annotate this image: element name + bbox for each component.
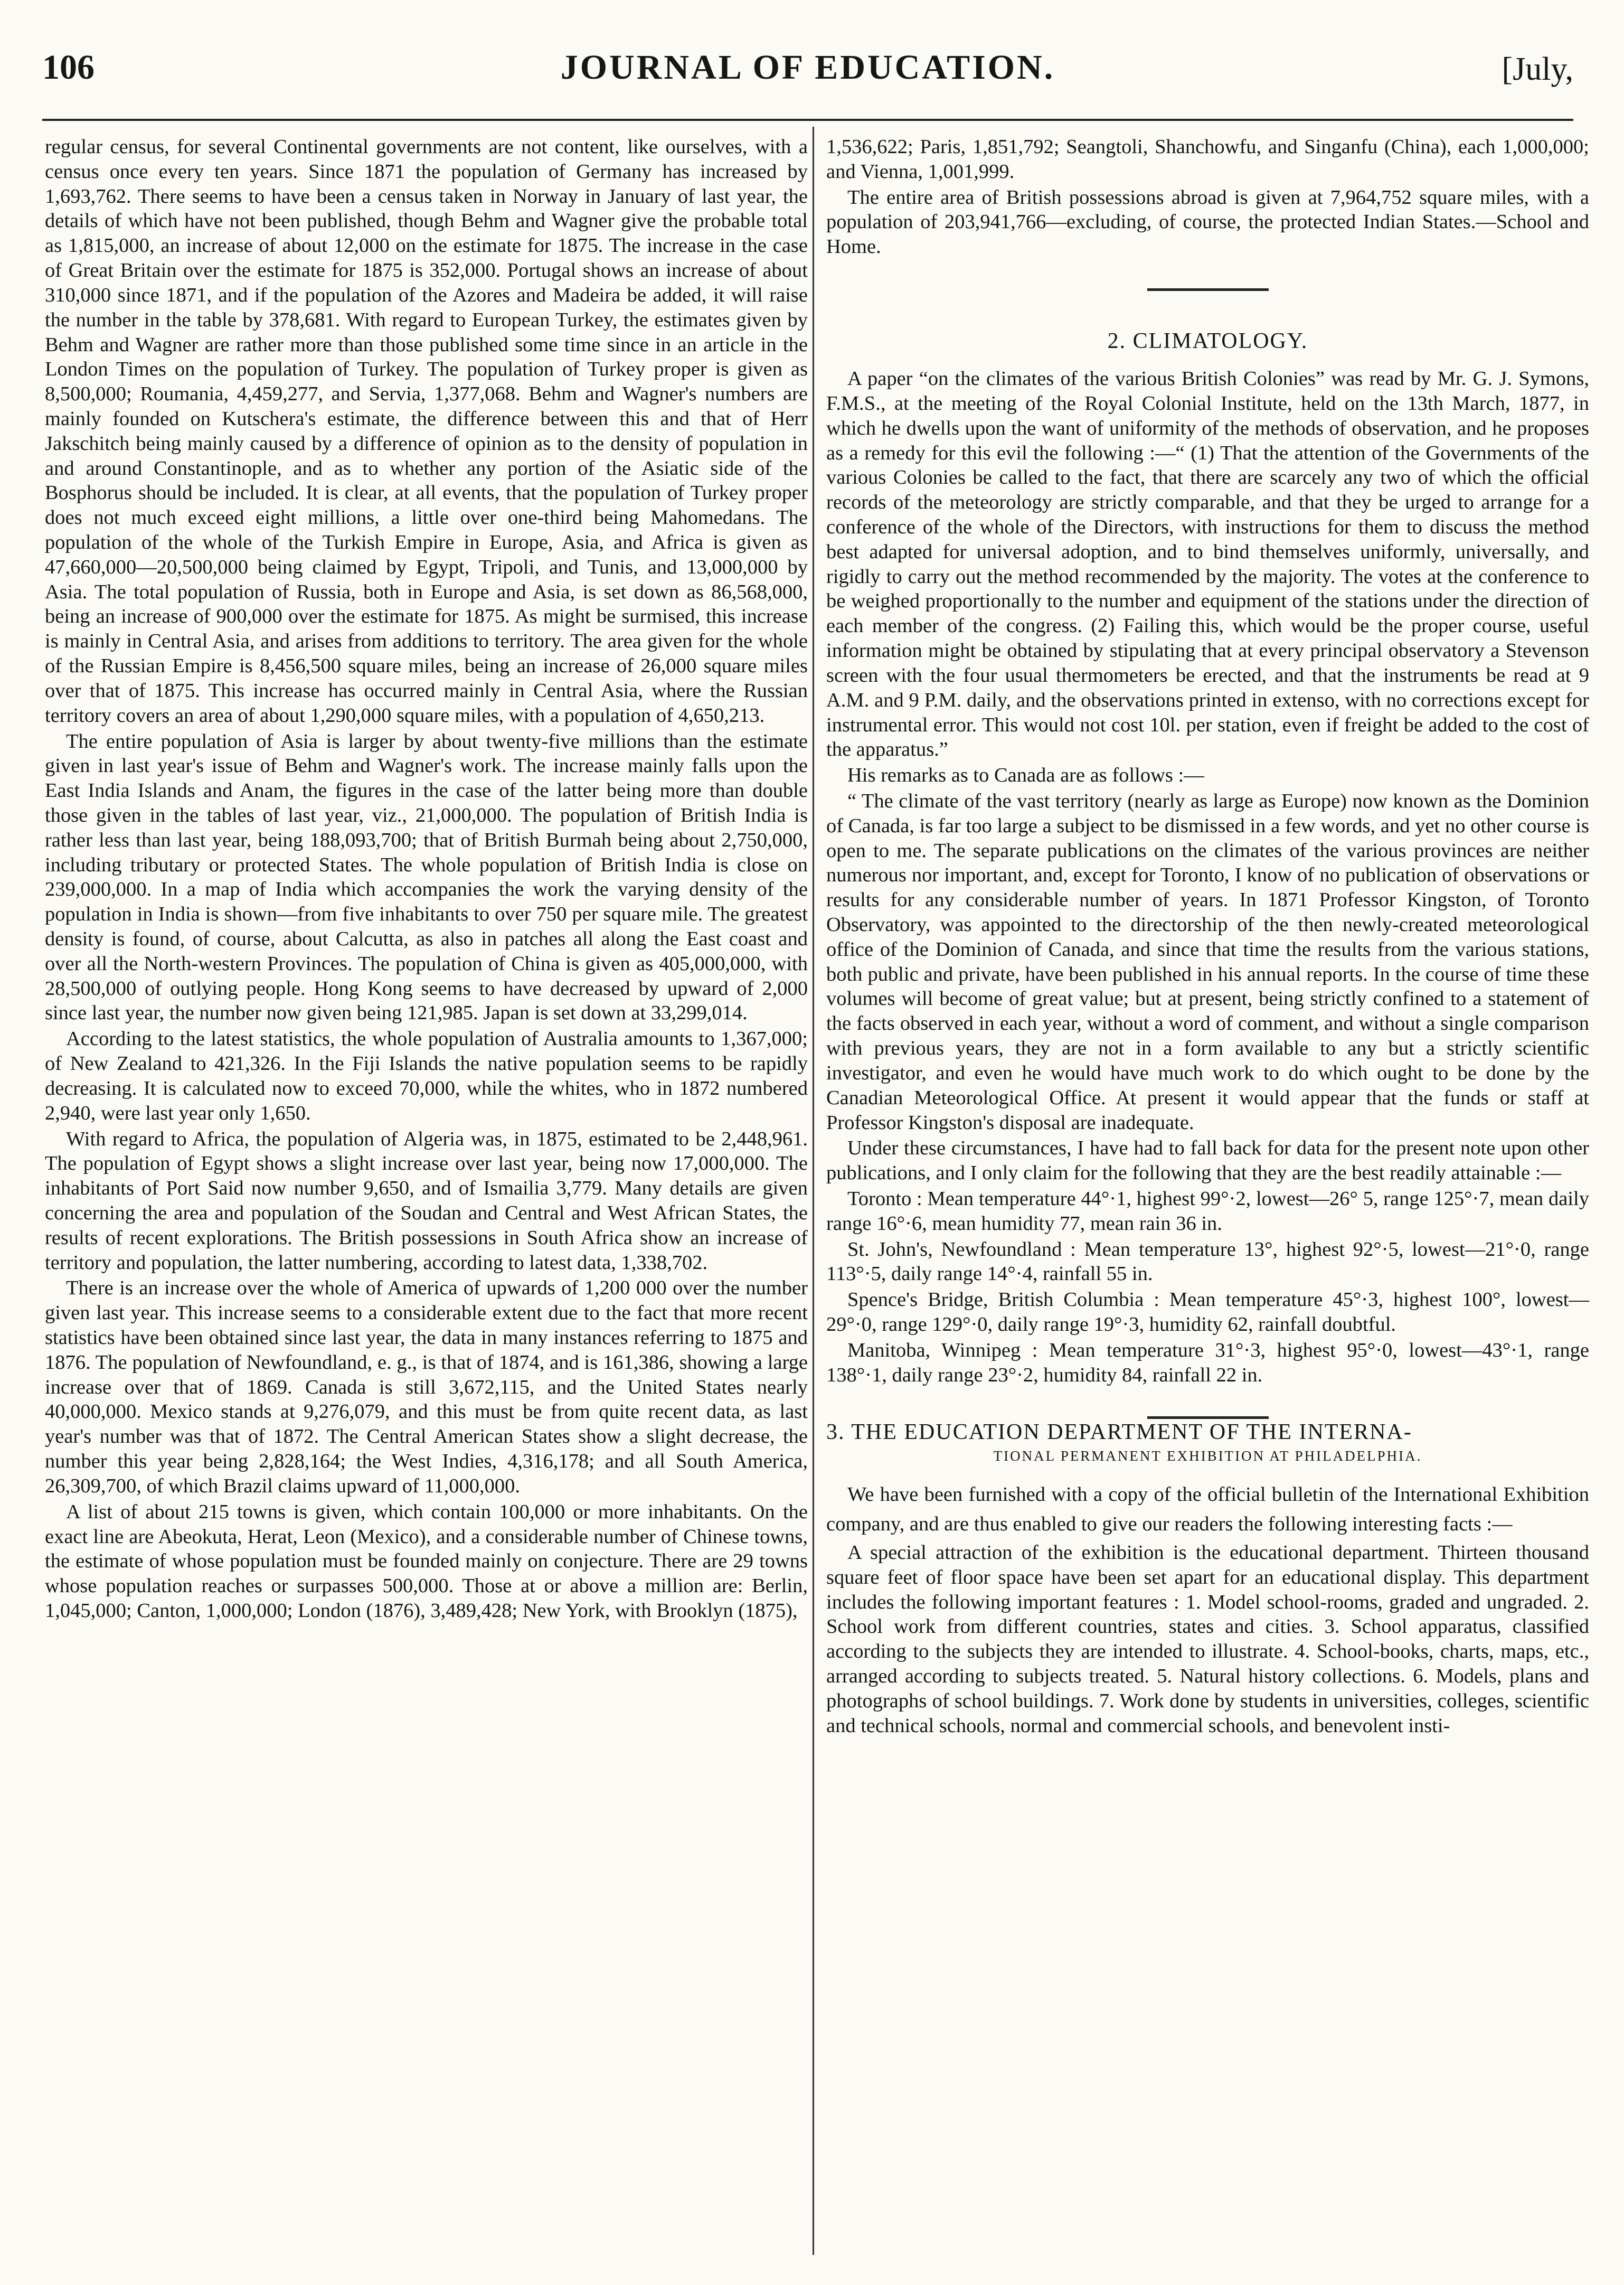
right-column [826,135,1589,1738]
paragraph: A paper “on the climates of the various British Colonies” was read by Mr. G. J. Symons, F.M.S., at the meeting of the Royal Colonial Institute, held on the 13th March, 1877, in which he dwells upon the want of uniformity of the methods of observation, and he proposes as a remedy for this evil the following :—“ (1) That the attention of the Governments of the various Colonies be called to the fact, that there are scarcely any two of which the official records of the meteorology are strictly comparable, and that they be urged to arrange for a conference of the whole of the Directors, with instructions for them to discuss the method best adapted for universal adoption, and to bind themselves uniformly, universally, and rigidly to carry out the method recommended by the majority. The votes at the conference to be weighed proportionally to the number and equipment of the stations under the direction of each member of the congress. (2) Failing this, which would be the proper course, useful information might be obtained by stipulating that at every principal observatory a Stevenson screen with the four usual thermometers be erected, and that the instruments be read at 9 A.M. and 9 P.M. daily, and the observations printed in extenso, with no corrections except for instrumental error. This would not cost 10l. per station, even if freight be added to the cost of the apparatus.” [826,368,1589,761]
paragraph: The entire population of Asia is larger by about twenty-five millions than the estimate given in last year's issue of Behm and Wagner's work. The increase mainly falls upon the East India Islands and Anam, the figures in the case of the latter being more than double those given in the tables of last year, viz., 21,000,000. The population of British India is rather less than last year, being 188,093,700; that of British Burmah being about 2,750,000, including tributary or protected States. The whole population of British India is close on 239,000,000. In a map of India which accompanies the work the varying density of the population in India is shown—from five inhabitants to over 750 per square mile. The greatest density is found, of course, about Calcutta, as also in patches all along the East coast and over all the North-western Provinces. The population of China is given as 405,000,000, with 28,500,000 of outlying people. Hong Kong seems to have decreased by upward of 2,000 since last year, the number now given being 121,985. Japan is set down at 33,299,014. [45,730,808,1024]
paragraph: regular census, for several Continental governments are not content, like ourselves, with a census once every ten years. Since 1871 the population of Germany has increased by 1,693,762. There seems to have been a census taken in Norway in January of last year, the details of which have not been published, though Behm and Wagner give the probable total as 1,815,000, an increase of about 12,000 on the estimate for 1875. The increase in the case of Great Britain over the estimate for 1875 is 352,000. Portugal shows an increase of about 310,000 since 1871, and if the population of the Azores and Madeira be added, it will raise the number in the table by 378,681. With regard to European Turkey, the estimates given by Behm and Wagner are rather more than those published some time since in an article in the London Times on the population of Turkey. The population of Turkey proper is given as 8,500,000; Roumania, 4,459,277, and Servia, 1,377,068. Behm and Wagner's numbers are mainly founded on Kutschera's estimate, the difference between this and that of Herr Jakschitch being mainly caused by a difference of opinion as to the density of population in and around Constantinople, and as to whether any portion of the Asiatic side of the Bosphorus should be included. It is clear, at all events, that the population of Turkey proper does not much exceed eight millions, a little over one-third being Mahomedans. The population of the whole of the Turkish Empire in Europe, Asia, and Africa is given as 47,660,000—20,500,000 being claimed by Egypt, Tripoli, and Tunis, and 13,000,000 by Asia. The total population of Russia, both in Europe and Asia, is set down as 86,568,000, being an increase of 900,000 over the estimate for 1875. As might be surmised, this increase is mainly in Central Asia, and arises from additions to territory. The area given for the whole of the Russian Empire is 8,456,500 square miles, being an increase of 26,000 square miles over that of 1875. This increase has occurred mainly in Central Asia, where the Russian territory covers an area of about 1,290,000 square miles, with a population of 4,650,213. [45,136,808,727]
paragraph: A list of about 215 towns is given, which contain 100,000 or more inhabitants. On the exact line are Abeokuta, Herat, Leon (Mexico), and a considerable number of Chinese towns, the estimate of whose population must be founded mainly on conjecture. There are 29 towns whose population reaches or surpasses 500,000. Those at or above a million are: Berlin, 1,045,000; Canton, 1,000,000; London (1876), 3,489,428; New York, with Brooklyn (1875), [45,1500,808,1622]
station-entry: St. John's, Newfoundland : Mean temperature 13°, highest 92°·5, lowest—21°·0, range 113°·5, daily range 14°·4, rainfall 55 in. [826,1238,1589,1285]
station-entry: Spence's Bridge, British Columbia : Mean temperature 45°·3, highest 100°, lowest—29°·0, range 129°·0, daily range 19°·3, humidity 62, rainfall doubtful. [826,1289,1589,1336]
page-number: 106 [42,48,95,87]
paragraph: The entire area of British possessions abroad is given at 7,964,752 square miles, with a population of 203,941,766—excluding, of course, the protected Indian States.—School and Home. [826,186,1589,258]
station-entry: Toronto : Mean temperature 44°·1, highest 99°·2, lowest—26° 5, range 125°·7, mean daily range 16°·6, mean humidity 77, mean rain 36 in. [826,1187,1589,1235]
paragraph: According to the latest statistics, the whole population of Australia amounts to 1,367,000; of New Zealand to 421,326. In the Fiji Islands the native population seems to be rapidly decreasing. It is calculated now to exceed 70,000, while the whites, who in 1872 numbered 2,940, were last year only 1,650. [45,1028,808,1124]
paragraph: Under these circumstances, I have had to fall back for data for the present note upon other publications, and I only claim for the following that they are the best readily attainable :— [826,1137,1589,1184]
section-subheading: TIONAL PERMANENT EXHIBITION AT PHILADELPHIA. [993,1447,1422,1464]
running-head-month: [July, [1502,51,1573,87]
left-column [45,135,808,1623]
paragraph: We have been furnished with a copy of the official bulletin of the International Exhibition company, and are thus enabled to give our readers the following interesting facts :— [826,1483,1589,1536]
station-entry: Manitoba, Winnipeg : Mean temperature 31°·3, highest 95°·0, lowest—43°·1, range 138°·1, daily range 23°·2, humidity 84, rainfall 22 in. [826,1339,1589,1386]
section-divider [1147,288,1269,291]
paragraph: A special attraction of the exhibition is the educational department. Thirteen thousand square feet of floor space have been set apart for an educational display. This department includes the following important features : 1. Model school-rooms, graded and ungraded. 2. School work from different countries, states and cities. 3. School apparatus, classified according to the subjects they are intended to illustrate. 4. School-books, charts, maps, etc., arranged according to subjects treated. 5. Natural history collections. 6. Models, plans and photographs of school buildings. 7. Work done by students in universities, colleges, scientific and technical schools, normal and commercial schools, and benevolent insti- [826,1541,1589,1737]
header-rule [42,119,1573,121]
section-heading: 3. THE EDUCATION DEPARTMENT OF THE INTERNA- [826,1420,1412,1445]
paragraph: “ The climate of the vast territory (nearly as large as Europe) now known as the Dominion of Canada, is far too large a subject to be dismissed in a few words, and yet no other course is open to me. The separate publications on the climates of the various provinces are neither numerous nor important, and, except for Toronto, I know of no publication of observations or results for any considerable number of years. In 1871 Professor Kingston, of Toronto Observatory, was appointed to the directorship of the then newly-created meteorological office of the Dominion of Canada, and since that time the results from the various stations, both public and private, have been published in his annual reports. In the course of time these volumes will become of great value; but at present, being strictly confined to a statement of the facts observed in each year, without a word of comment, and without a single comparison with previous years, they are not in a form available to any but a strictly scientific investigator, and even he would have much work to do which ought to be done by the Canadian Meteorological Office. At present it would appear that the funds or staff at Professor Kingston's disposal are inadequate. [826,789,1589,1134]
paragraph: There is an increase over the whole of America of upwards of 1,200 000 over the number given last year. This increase seems to a considerable extent due to the fact that more recent statistics have been obtained since last year, the data in many instances referring to 1875 and 1876. The population of Newfoundland, e. g., is that of 1874, and is 161,386, showing a large increase over that of 1869. Canada is still 3,672,115, and the United States nearly 40,000,000. Mexico stands at 9,276,079, and this must be from quite recent data, as last year's number was that of 1872. The Central American States show a slight decrease, the number this year being 2,828,164; the West Indies, 4,316,178; and all South America, 26,309,700, of which Brazil claims upward of 11,000,000. [45,1277,808,1497]
paragraph: 1,536,622; Paris, 1,851,792; Seangtoli, Shanchowfu, and Singanfu (China), each 1,000,000; and Vienna, 1,001,999. [826,136,1589,183]
column-divider [813,127,814,2255]
paragraph: With regard to Africa, the population of Algeria was, in 1875, estimated to be 2,448,961. The population of Egypt shows a slight increase over last year, being now 17,000,000. The inhabitants of Port Said now number 9,650, and of Ismailia 3,779. Many details are given concerning the area and population of the Soudan and Central and West African States, the results of recent explorations. The British possessions in South Africa show an increase of territory and population, the latter numbering, according to latest data, 1,338,702. [45,1127,808,1274]
paragraph: His remarks as to Canada are as follows :— [847,764,1204,787]
journal-title: JOURNAL OF EDUCATION. [560,48,1055,87]
section-heading: 2. CLIMATOLOGY. [1107,329,1308,354]
page-header [42,48,1573,106]
